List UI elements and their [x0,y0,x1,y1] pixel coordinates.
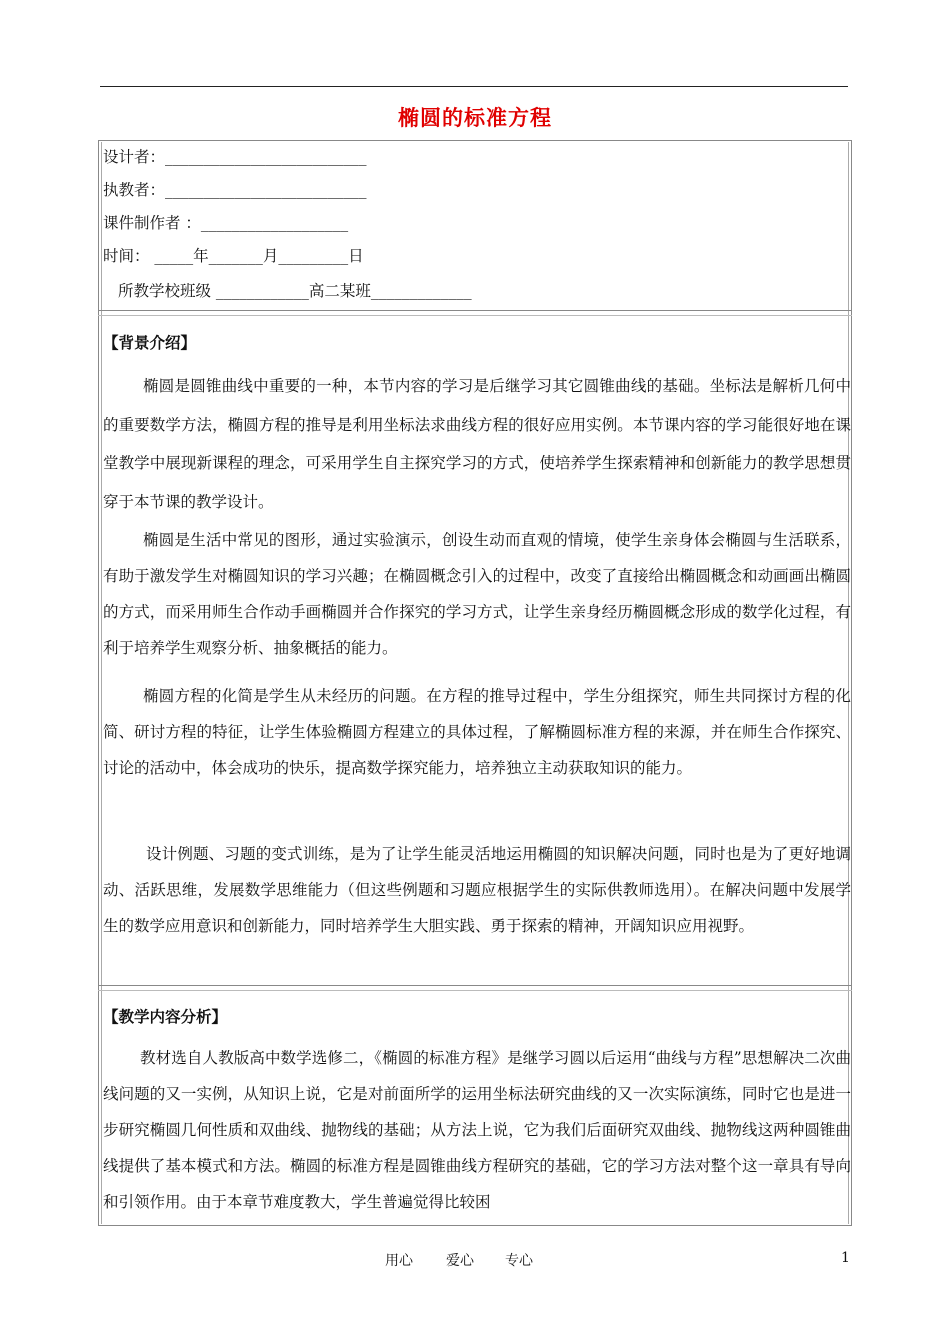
time-field: 时间： _____年_______月_________日 [103,247,364,265]
footer-motto-3: 专心 [505,1253,533,1269]
designer-field: 设计者：__________________________ [103,148,367,166]
footer-motto-2: 爱心 [446,1253,474,1269]
school-class-field: 所教学校班级 ____________高二某班_____________ [118,282,472,300]
footer-motto-1: 用心 [385,1253,413,1269]
page-number: 1 [841,1250,850,1266]
section-divider [98,315,852,316]
section-divider [98,990,852,991]
table-inner-border-left [101,142,102,1224]
teacher-field: 执教者：__________________________ [103,181,367,199]
section-divider [98,310,852,311]
background-paragraph-2: 椭圆是生活中常见的图形，通过实验演示，创设生动而直观的情境，使学生亲身体会椭圆与生活联系，有助于激发学生对椭圆知识的学习兴趣；在椭圆概念引入的过程中，改变了直接给出椭圆概念和动画画出椭圆的方式，而采用师生合作动手画椭圆并合作探究的学习方式，让学生亲身经历椭圆概念形成的数学化过程，有利于培养学生观察分析、抽象概括的能力。 [103,531,851,657]
document-title: 椭圆的标准方程 [398,106,552,130]
background-paragraph-3: 椭圆方程的化简是学生从未经历的问题。在方程的推导过程中，学生分组探究，师生共同探讨方程的化简、研讨方程的特征，让学生体验椭圆方程建立的具体过程，了解椭圆标准方程的来源，并在师生合作探究、讨论的活动中，体会成功的快乐，提高数学探究能力，培养独立主动获取知识的能力。 [103,687,851,777]
section-divider [98,985,852,986]
background-paragraph-4: 设计例题、习题的变式训练，是为了让学生能灵活地运用椭圆的知识解决问题，同时也是为了更好地调动、活跃思维，发展数学思维能力（但这些例题和习题应根据学生的实际供教师选用）。在解决问题中发展学生的数学应用意识和创新能力，同时培养学生大胆实践、勇于探索的精神，开阔知识应用视野。 [103,845,851,935]
content-analysis-paragraph-1: 教材选自人教版高中数学选修二，《椭圆的标准方程》是继学习圆以后运用“曲线与方程”思想解决二次曲线问题的又一实例，从知识上说，它是对前面所学的运用坐标法研究曲线的又一次实际演练，同时它也是进一步研究椭圆几何性质和双曲线、抛物线的基础；从方法上说，它为我们后面研究双曲线、抛物线这两种圆锥曲线提供了基本模式和方法。椭圆的标准方程是圆锥曲线方程研究的基础，它的学习方法对整个这一章具有导向和引领作用。由于本章节难度教大，学生普遍觉得比较困 [103,1049,851,1211]
background-paragraph-1: 椭圆是圆锥曲线中重要的一种，本节内容的学习是后继学习其它圆锥曲线的基础。坐标法是解析几何中的重要数学方法，椭圆方程的推导是利用坐标法求曲线方程的很好应用实例。本节课内容的学习能很好地在课堂教学中展现新课程的理念，可采用学生自主探究学习的方式，使培养学生探索精神和创新能力的教学思想贯穿于本节课的教学设计。 [103,377,851,511]
content-analysis-heading: 【教学内容分析】 [103,1007,228,1026]
background-heading: 【背景介绍】 [103,333,197,352]
header-rule [100,86,848,87]
courseware-field: 课件制作者 ：___________________ [103,214,349,232]
